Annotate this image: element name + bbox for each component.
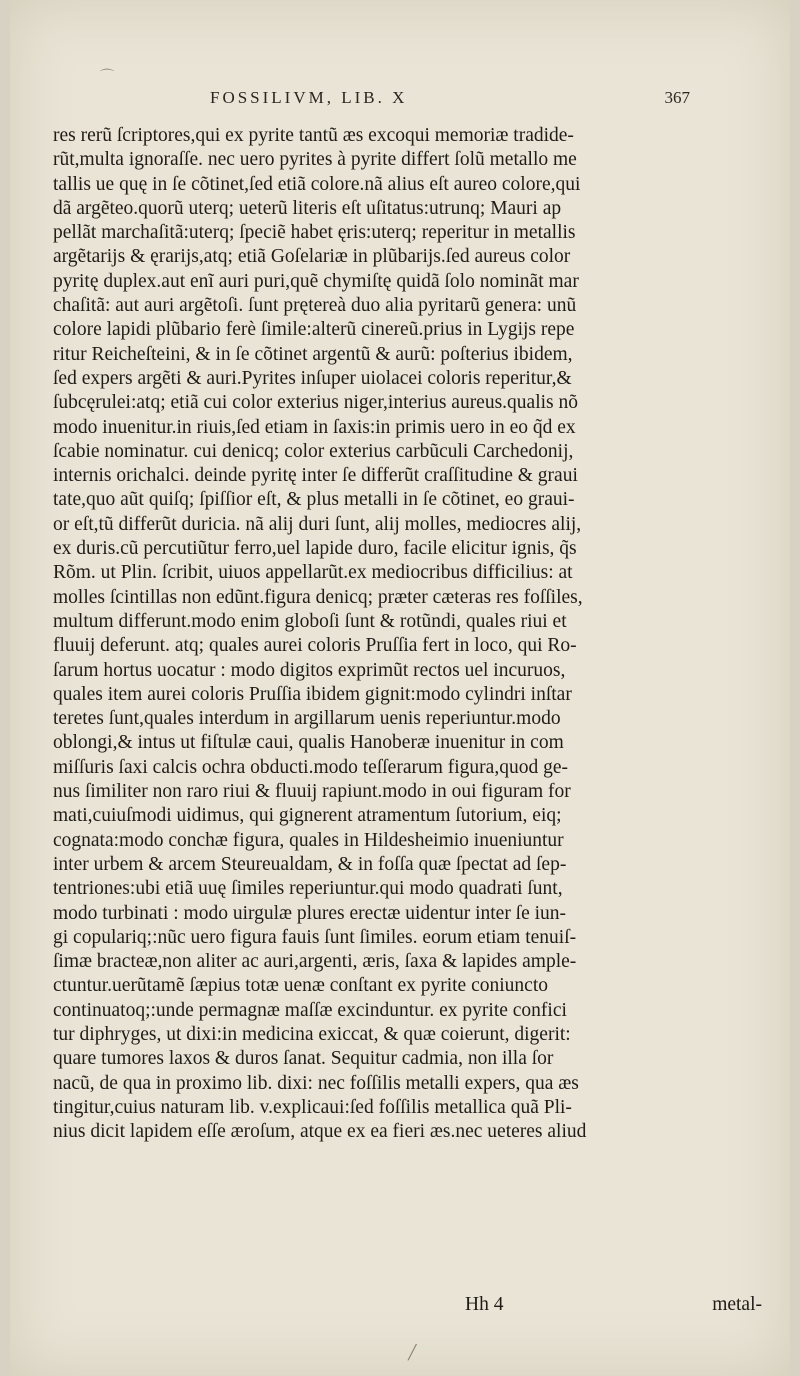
text-line: nacũ, de qua in proximo lib. dixi: nec foſſilis metalli expers, qua æs xyxy=(53,1072,579,1094)
book-page xyxy=(10,0,790,1376)
text-line: modo inuenitur.in riuis,ſed etiam in ſaxis:in primis uero in eo q̃d ex xyxy=(53,416,576,438)
text-line: ſed expers argẽti & auri.Pyrites inſuper uiolacei coloris reperitur,& xyxy=(53,367,572,389)
text-line: or eſt,tũ differũt duricia. nã alij duri ſunt, alij molles, mediocres alij, xyxy=(53,513,582,535)
text-line: chaſitã: aut auri argẽtoſi. ſunt prętereà duo alia pyritarũ genera: unũ xyxy=(53,295,577,317)
text-line: ſubcęrulei:atq; etiã cui color exterius niger,interius aureus.qualis nõ xyxy=(53,392,579,414)
text-line: tallis ue quę in ſe cõtinet,ſed etiã colore.nã alius eſt aureo colore,qui xyxy=(53,173,581,195)
text-line: tentriones:ubi etiã uuę ſimiles reperiuntur.qui modo quadrati ſunt, xyxy=(53,878,563,900)
text-line: ſimæ bracteæ,non aliter ac auri,argenti, æris, ſaxa & lapides ample- xyxy=(53,951,577,973)
text-line: Rõm. ut Plin. ſcribit, uiuos appellarũt.ex mediocribus difficilius: at xyxy=(53,562,573,584)
text-line: gi copulariq;:nũc uero figura fauis ſunt ſimiles. eorum etiam tenuiſ- xyxy=(53,926,577,948)
text-line: ſcabie nominatur. cui denicq; color exterius carbũculi Carchedonij, xyxy=(53,440,574,462)
page-footer xyxy=(440,1294,762,1320)
text-line: nius dicit lapidem eſſe ærоſum, atque ex ea fieri æs.nec ueteres aliud xyxy=(53,1121,587,1143)
text-line: cognata:modo conchæ figura, quales in Hildesheimio inueniuntur xyxy=(53,829,564,851)
text-line: teretes ſunt,quales interdum in argillarum uenis reperiuntur.modo xyxy=(53,708,561,730)
text-line: argẽtarijs & ęrarijs,atq; etiã Goſelariæ in plũbarijs.ſed aureus color xyxy=(53,246,571,268)
text-line: multum differunt.modo enim globoſi ſunt & rotũndi, quales riui et xyxy=(53,610,567,632)
body-text xyxy=(53,124,765,1144)
text-line: ex duris.cũ percutiũtur ferro,uel lapide duro, facile elicitur ignis, q̃s xyxy=(53,538,577,560)
text-line: pellãt marchaſitã:uterq; ſpeciẽ habet ęris:uterq; reperitur in metallis xyxy=(53,222,576,244)
margin-ink-mark: ╱ xyxy=(408,1346,417,1361)
text-line: tur diphryges, ut dixi:in medicina exiccat, & quæ coierunt, digerit: xyxy=(53,1023,571,1045)
text-line: pyritę duplex.aut enĩ auri puri,quẽ chymiſtę quidã ſolo nominãt mar xyxy=(53,270,579,292)
running-title: FOSSILIVM, LIB. X xyxy=(210,88,408,107)
catchword: metal- xyxy=(712,1294,762,1315)
text-line: continuatoq;:unde permagnæ maſſæ excinduntur. ex pyrite confici xyxy=(53,999,567,1021)
text-line: res rerũ ſcriptores,qui ex pyrite tantũ æs excoqui memoriæ tradide- xyxy=(53,125,574,146)
text-line: nus ſimiliter non raro riui & fluuij rapiunt.modo in oui figuram for xyxy=(53,781,571,803)
page-header xyxy=(210,88,690,118)
text-line: quare tumores laxos & duros ſanat. Sequitur cadmia, non illa ſor xyxy=(53,1048,554,1070)
text-line: quales item aurei coloris Pruſſia ibidem gignit:modo cylindri inſtar xyxy=(53,683,572,705)
text-line: tingitur,cuius naturam lib. v.explicaui:ſed foſſilis metallica quã Pli- xyxy=(53,1096,572,1118)
text-line: ſarum hortus uocatur : modo digitos exprimũt rectos uel incuruos, xyxy=(53,659,566,681)
text-line: modo turbinati : modo uirgulæ plures erectæ uidentur inter ſe iun- xyxy=(53,902,567,924)
text-line: ritur Reicheſteini, & in ſe cõtinet argentũ & aurũ: poſterius ibidem, xyxy=(53,343,573,365)
signature-mark: Hh 4 xyxy=(465,1294,504,1315)
text-line: mati,cuiuſmodi uidimus, qui gignerent atramentum ſutorium, eiq; xyxy=(53,805,562,827)
text-line: ctuntur.uerũtamẽ ſæpius totæ uenæ conſtant ex pyrite coniuncto xyxy=(53,975,548,997)
text-line: colore lapidi plũbario ferè ſimile:alterũ cinereũ.prius in Lygijs repe xyxy=(53,319,575,341)
text-line: fluuij deferunt. atq; quales aurei coloris Pruſſia fert in loco, qui Ro- xyxy=(53,635,577,657)
margin-ink-mark: ⌒ xyxy=(100,70,114,85)
text-line: molles ſcintillas non edũnt.figura denicq; prӕter cӕteras res foſſiles, xyxy=(53,586,583,608)
text-line: internis orichalci. deinde pyritę inter ſe differũt craſſitudine & graui xyxy=(53,465,578,487)
text-line: dã argẽteo.quorũ uterq; ueterũ literis eſt uſitatus:utrunq; Mauri ap xyxy=(53,197,562,219)
text-line: tate,quo aũt quiſq; ſpiſſior eſt, & plus metalli in ſe cõtinet, eo graui- xyxy=(53,489,575,511)
text-line: oblongi,& intus ut fiſtulæ caui, qualis Hanoberæ inuenitur in com xyxy=(53,732,564,754)
page-number: 367 xyxy=(664,88,690,107)
text-line: miſſuris ſaxi calcis ochra obducti.modo teſſerarum figura,quod ge- xyxy=(53,756,568,778)
text-line: inter urbem & arcem Steureualdam, & in foſſa quæ ſpectat ad ſep- xyxy=(53,853,567,875)
text-line: rũt,multa ignoraſſe. nec uero pyrites à pyrite differt ſolũ metallo me xyxy=(53,149,577,171)
